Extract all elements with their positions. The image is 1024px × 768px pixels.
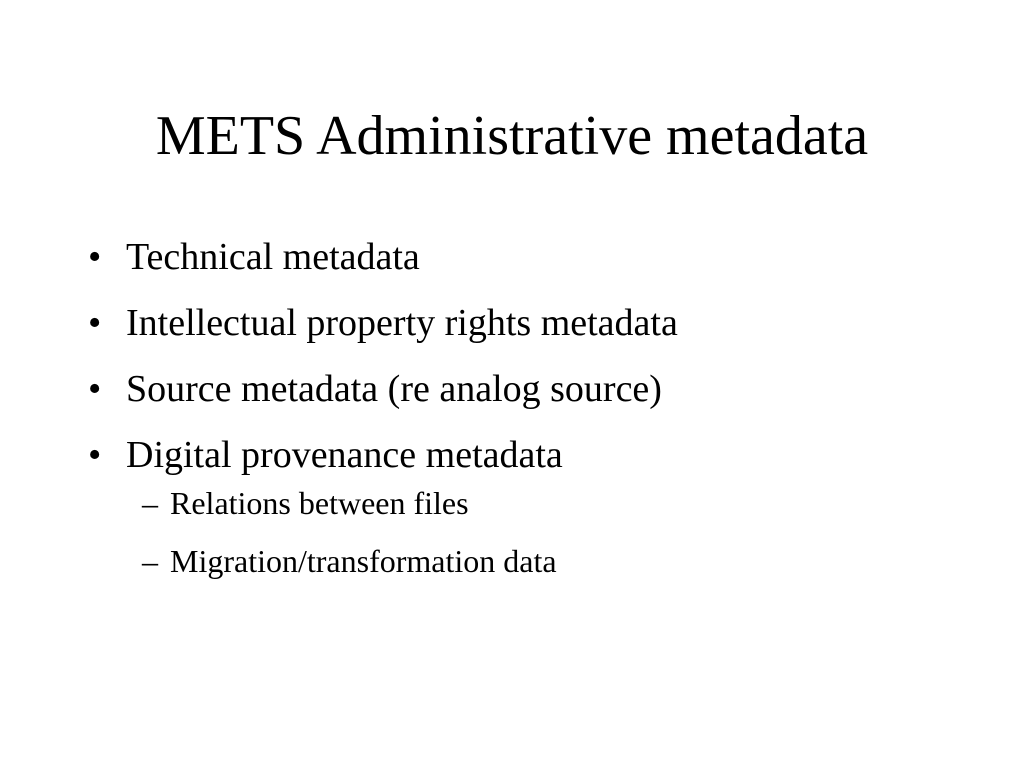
sub-bullet-text: Migration/transformation data	[170, 543, 557, 579]
bullet-text: Technical metadata	[126, 236, 420, 278]
dash-icon: –	[142, 543, 158, 579]
sub-bullet-text: Relations between files	[170, 485, 469, 521]
bullet-item-digital-provenance	[88, 430, 968, 480]
bullet-item-source	[88, 364, 968, 414]
bullet-text: Digital provenance metadata	[126, 434, 563, 476]
bullet-item-ip-rights	[88, 298, 968, 348]
bullet-dot-icon: •	[88, 368, 102, 410]
slide-title: METS Administrative metadata	[155, 105, 869, 167]
bullet-dot-icon: •	[88, 434, 102, 476]
bullet-item-technical	[88, 232, 968, 282]
bullet-dot-icon: •	[88, 236, 102, 278]
sub-bullet-item-relations	[88, 482, 968, 524]
bullet-dot-icon: •	[88, 302, 102, 344]
bullet-text: Source metadata (re analog source)	[126, 368, 662, 410]
sub-bullet-item-migration	[88, 540, 968, 582]
dash-icon: –	[142, 485, 158, 521]
sub-bullet-list	[88, 482, 968, 598]
bullet-text: Intellectual property rights metadata	[126, 302, 678, 344]
bullet-list	[88, 232, 968, 496]
